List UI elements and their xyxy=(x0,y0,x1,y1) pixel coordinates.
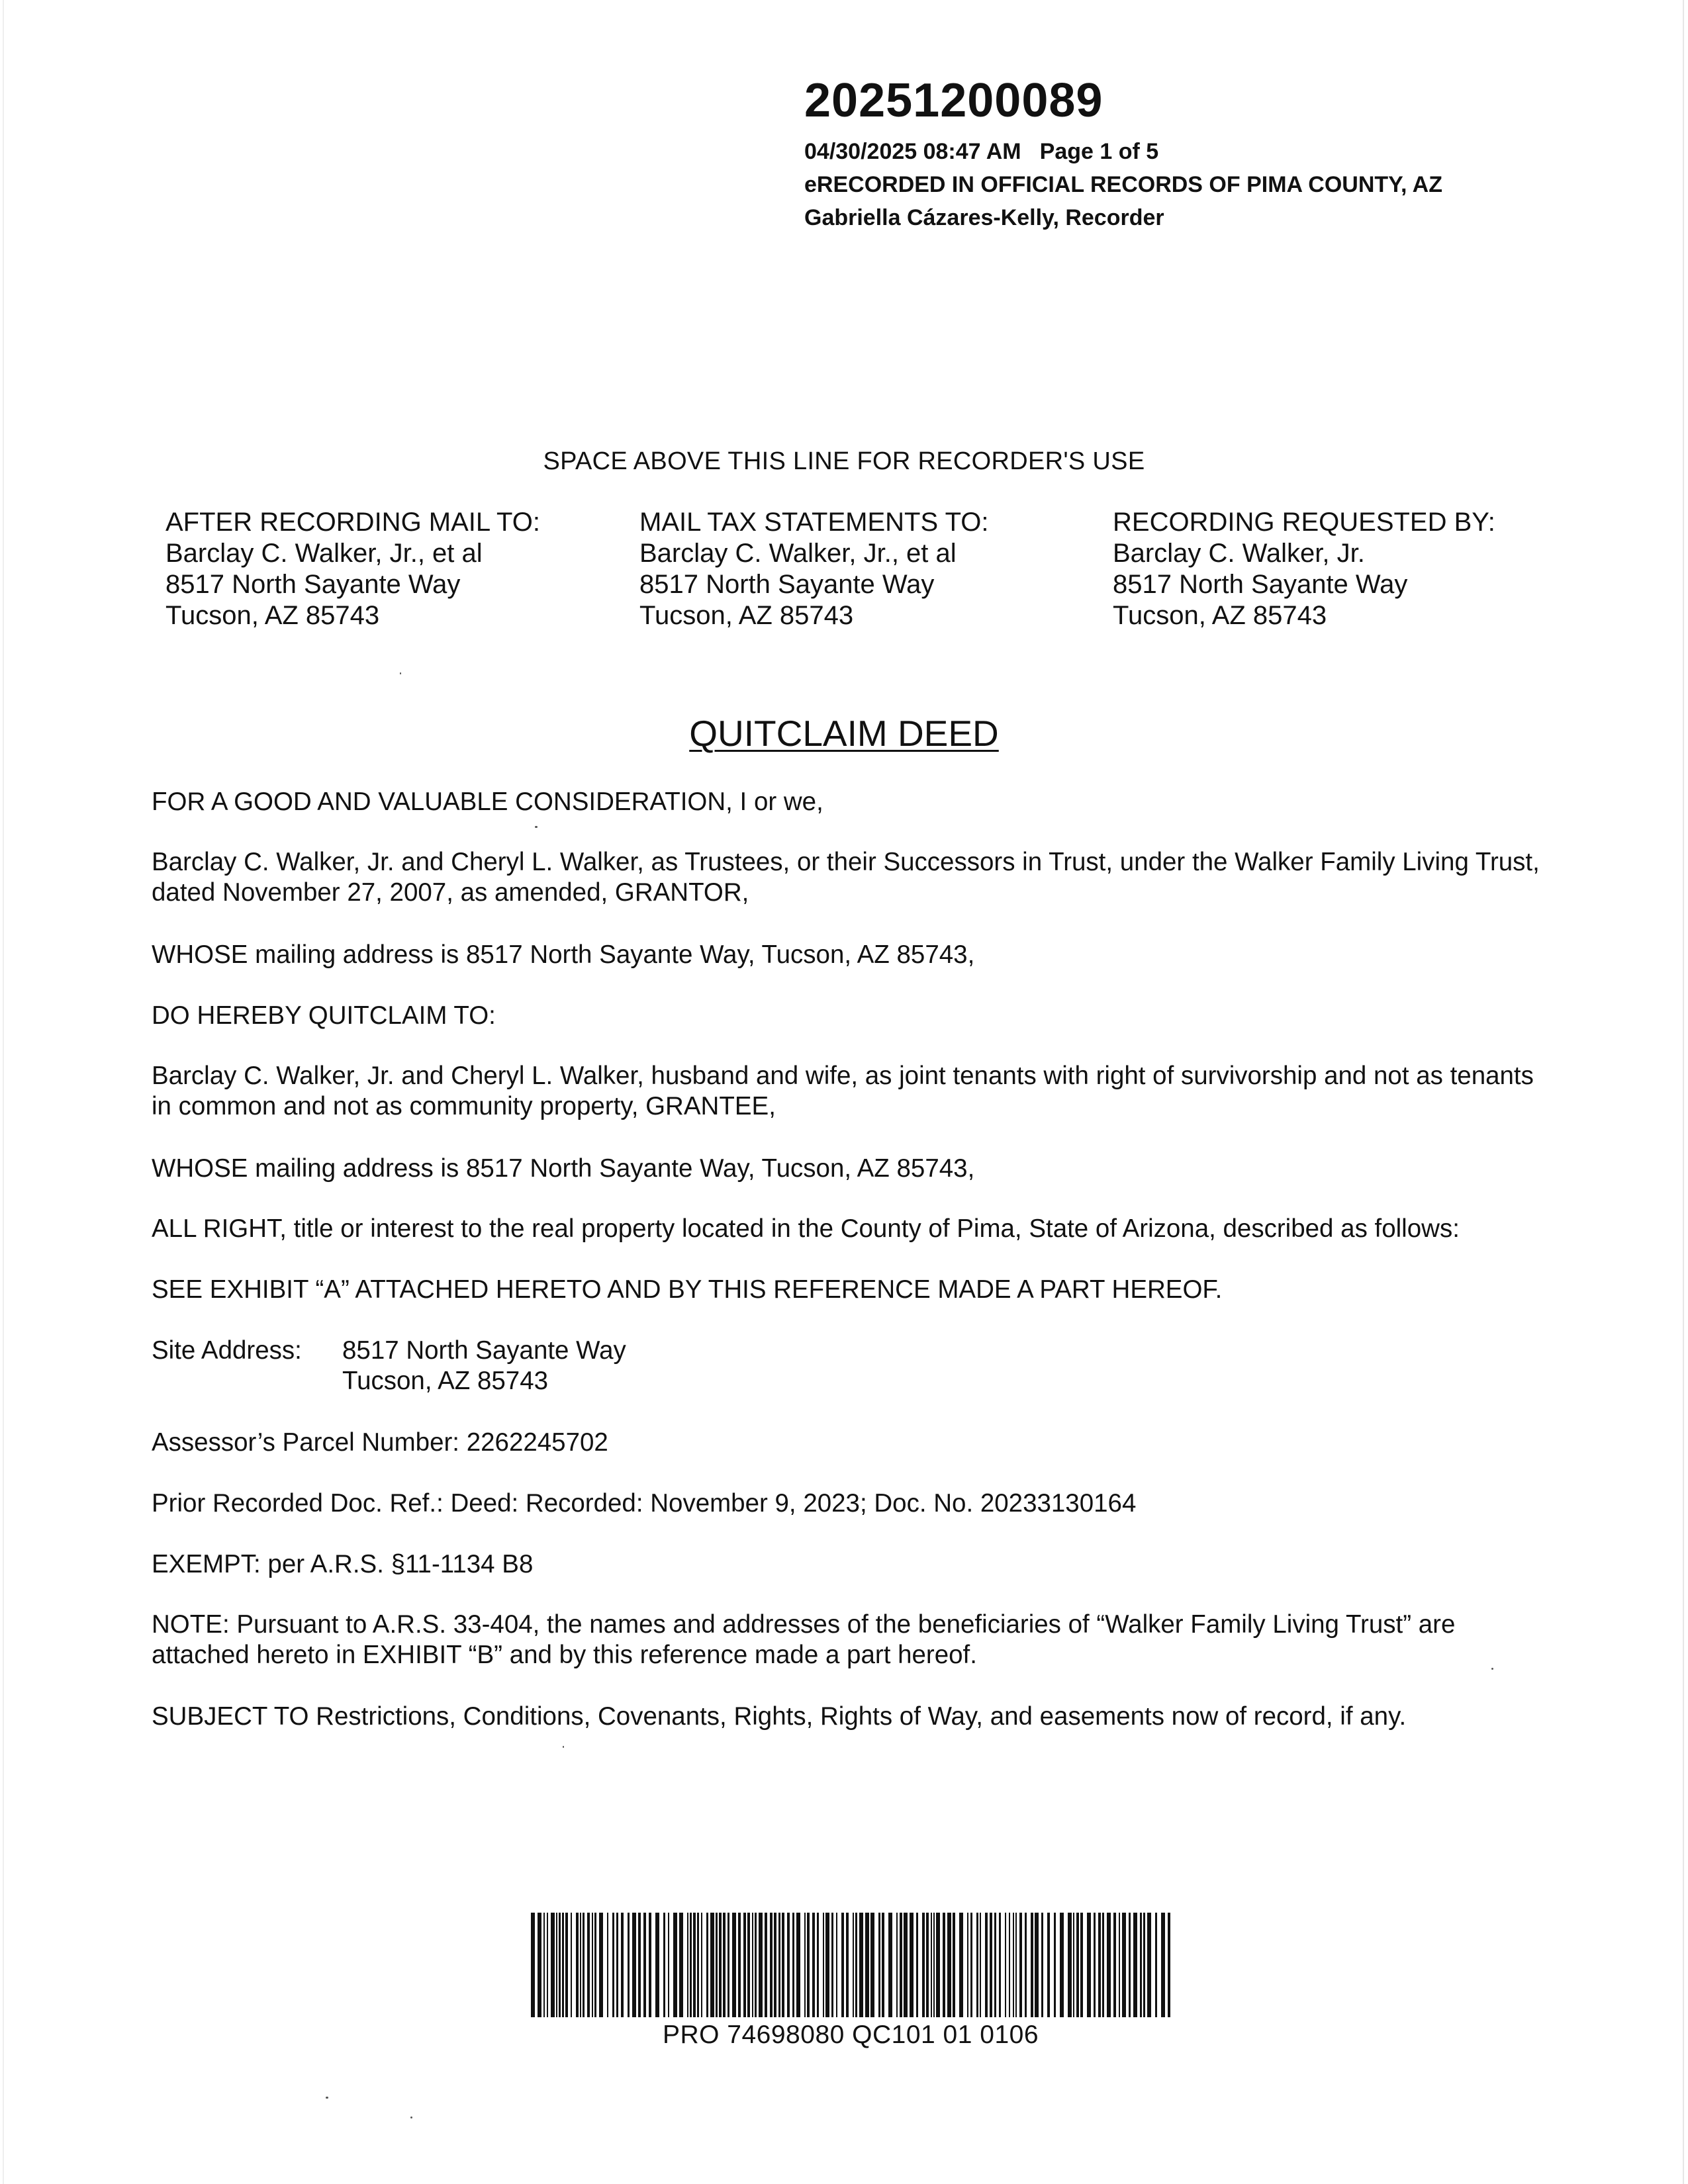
barcode-bar xyxy=(1119,1913,1120,2017)
barcode-bar xyxy=(571,1913,572,2017)
barcode-bar xyxy=(716,1913,718,2017)
barcode-bar xyxy=(882,1913,884,2017)
mail-tax-statements-to xyxy=(639,507,989,631)
barcode-bar xyxy=(723,1913,726,2017)
barcode-bar xyxy=(673,1913,677,2017)
address-heading: RECORDING REQUESTED BY: xyxy=(1113,508,1495,537)
scan-speck xyxy=(535,826,538,828)
barcode-bar xyxy=(643,1913,646,2017)
barcode-bar xyxy=(980,1913,981,2017)
address-name: Barclay C. Walker, Jr., et al xyxy=(165,539,483,568)
barcode-bar xyxy=(970,1913,972,2017)
address-city: Tucson, AZ 85743 xyxy=(639,601,854,630)
barcode-bar xyxy=(693,1913,696,2017)
barcode-bar xyxy=(1102,1913,1104,2017)
barcode-bar xyxy=(782,1913,784,2017)
prior-doc-paragraph: Prior Recorded Doc. Ref.: Deed: Recorded: November 9, 2023; Doc. No. 20233130164 xyxy=(152,1489,1137,1518)
barcode-bar xyxy=(878,1913,880,2017)
barcode-bar xyxy=(747,1913,750,2017)
recorder-stamp xyxy=(804,73,1566,234)
scan-speck xyxy=(326,2097,328,2099)
barcode-bar xyxy=(931,1913,932,2017)
barcode-bar xyxy=(632,1913,636,2017)
barcode-bar xyxy=(926,1913,929,2017)
barcode-bar xyxy=(1015,1913,1017,2017)
barcode-bar xyxy=(1113,1913,1116,2017)
barcode-bar xyxy=(719,1913,722,2017)
barcode-bar xyxy=(690,1913,692,2017)
barcode-bar xyxy=(679,1913,683,2017)
recorder-name: Gabriella Cázares-Kelly, Recorder xyxy=(804,205,1164,230)
document-number: 20251200089 xyxy=(804,74,1103,127)
barcode-bar xyxy=(538,1913,541,2017)
barcode-bar xyxy=(668,1913,669,2017)
barcode-bar xyxy=(638,1913,641,2017)
site-address-value xyxy=(342,1336,626,1396)
barcode-bar xyxy=(831,1913,833,2017)
scan-speck xyxy=(410,2116,412,2118)
scan-speck xyxy=(563,1746,564,1748)
address-name: Barclay C. Walker, Jr., et al xyxy=(639,539,957,568)
barcode-bar xyxy=(943,1913,945,2017)
barcode-bar xyxy=(888,1913,892,2017)
barcode-bar xyxy=(812,1913,815,2017)
address-street: 8517 North Sayante Way xyxy=(165,570,461,599)
quitclaim-to-paragraph: DO HEREBY QUITCLAIM TO: xyxy=(152,1001,496,1030)
site-street: 8517 North Sayante Way xyxy=(342,1336,626,1365)
barcode-bar xyxy=(870,1913,874,2017)
barcode-bar xyxy=(774,1913,776,2017)
scan-edge-left xyxy=(3,0,4,2184)
barcode-bar xyxy=(1076,1913,1079,2017)
barcode-bar xyxy=(787,1913,790,2017)
barcode-bar xyxy=(732,1913,736,2017)
barcode-bar xyxy=(967,1913,968,2017)
barcode-bar xyxy=(900,1913,902,2017)
barcode-bar xyxy=(599,1913,603,2017)
barcode-bar xyxy=(1129,1913,1131,2017)
barcode-bar xyxy=(649,1913,651,2017)
barcode-bar xyxy=(559,1913,561,2017)
barcode-bar xyxy=(804,1913,806,2017)
address-name: Barclay C. Walker, Jr. xyxy=(1113,539,1365,568)
barcode-bar xyxy=(792,1913,794,2017)
scan-speck xyxy=(1491,1668,1493,1670)
recording-requested-by xyxy=(1113,507,1495,631)
barcode-bar xyxy=(947,1913,951,2017)
after-recording-mail-to xyxy=(165,507,540,631)
barcode-bar xyxy=(1019,1913,1022,2017)
barcode-bar xyxy=(1054,1913,1056,2017)
barcode-bar xyxy=(985,1913,988,2017)
barcode-bar xyxy=(727,1913,729,2017)
barcode-bar xyxy=(738,1913,741,2017)
scan-speck xyxy=(400,672,401,674)
barcode-bar xyxy=(531,1913,535,2017)
space-above-label: SPACE ABOVE THIS LINE FOR RECORDER'S USE xyxy=(543,447,1145,475)
barcode-bar xyxy=(825,1913,829,2017)
barcode-bar xyxy=(1025,1913,1027,2017)
barcode-bar xyxy=(807,1913,810,2017)
barcode-bar xyxy=(706,1913,708,2017)
page-info: Page 1 of 5 xyxy=(1039,139,1159,164)
barcode-bar xyxy=(594,1913,596,2017)
barcode-bar xyxy=(547,1913,548,2017)
barcode-bar xyxy=(855,1913,857,2017)
note-paragraph: NOTE: Pursuant to A.R.S. 33-404, the names and addresses of the beneficiaries of “Walker Family Living Trust” are attached hereto in EXHIBIT “B” and by this reference made a part hereof. xyxy=(152,1610,1456,1669)
barcode-bar xyxy=(1073,1913,1074,2017)
barcode-bar xyxy=(817,1913,819,2017)
barcode-bar xyxy=(1013,1913,1014,2017)
address-street: 8517 North Sayante Way xyxy=(639,570,935,599)
barcode-bar xyxy=(1094,1913,1096,2017)
barcode-bar xyxy=(859,1913,863,2017)
barcode-bar xyxy=(755,1913,757,2017)
barcode-bar xyxy=(607,1913,608,2017)
barcode-bar xyxy=(953,1913,955,2017)
barcode-bar xyxy=(904,1913,908,2017)
barcode-bar xyxy=(621,1913,624,2017)
address-heading: AFTER RECORDING MAIL TO: xyxy=(165,508,540,537)
recording-datetime: 04/30/2025 08:47 AM xyxy=(804,139,1021,164)
site-city: Tucson, AZ 85743 xyxy=(342,1367,549,1395)
all-right-paragraph: ALL RIGHT, title or interest to the real property located in the County of Pima, State of Arizona, described as follows: xyxy=(152,1214,1460,1243)
barcode-bar xyxy=(846,1913,849,2017)
barcode-bar xyxy=(916,1913,918,2017)
barcode-bar xyxy=(687,1913,688,2017)
barcode-bar xyxy=(1140,1913,1142,2017)
barcode-bar xyxy=(1031,1913,1033,2017)
barcode-bar xyxy=(556,1913,557,2017)
barcode-bar xyxy=(1035,1913,1039,2017)
barcode-bar xyxy=(1041,1913,1043,2017)
barcode-bar xyxy=(1005,1913,1006,2017)
barcode-bar xyxy=(936,1913,940,2017)
barcode-bar xyxy=(612,1913,614,2017)
barcode-bar xyxy=(1060,1913,1064,2017)
barcode-bar xyxy=(752,1913,753,2017)
barcode-bar xyxy=(592,1913,593,2017)
grantor-paragraph: Barclay C. Walker, Jr. and Cheryl L. Walker, as Trustees, or their Successors in Trust, under the Walker Family Living Trust, dated November 27, 2007, as amended, GRANTOR, xyxy=(152,848,1540,907)
barcode-bar xyxy=(765,1913,767,2017)
address-street: 8517 North Sayante Way xyxy=(1113,570,1408,599)
barcode-bar xyxy=(990,1913,992,2017)
barcode-bar xyxy=(778,1913,780,2017)
barcode-bar xyxy=(1122,1913,1126,2017)
barcode-bar xyxy=(1009,1913,1010,2017)
barcode-bar xyxy=(1161,1913,1165,2017)
barcode-bar xyxy=(959,1913,963,2017)
barcode-bar xyxy=(583,1913,585,2017)
barcode-bar xyxy=(1107,1913,1111,2017)
barcode-bar xyxy=(1080,1913,1083,2017)
barcode-bar xyxy=(770,1913,773,2017)
barcode-bar xyxy=(910,1913,914,2017)
grantee-paragraph: Barclay C. Walker, Jr. and Cheryl L. Walker, husband and wife, as joint tenants with right of survivorship and not as tenants in common and not as community property, GRANTEE, xyxy=(152,1062,1534,1120)
barcode-bar xyxy=(1168,1913,1170,2017)
barcode-bar xyxy=(1068,1913,1072,2017)
barcode-image xyxy=(530,1913,1172,2017)
barcode-bar xyxy=(1087,1913,1091,2017)
barcode-bar xyxy=(551,1913,555,2017)
barcode-bar xyxy=(616,1913,618,2017)
barcode-bar xyxy=(976,1913,978,2017)
barcode-bar xyxy=(841,1913,844,2017)
barcode-block xyxy=(530,1913,1172,2050)
barcode-bar xyxy=(933,1913,935,2017)
barcode-bar xyxy=(655,1913,659,2017)
recording-datetime-line xyxy=(804,135,1566,168)
barcode-bar xyxy=(628,1913,630,2017)
barcode-bar xyxy=(543,1913,545,2017)
barcode-bar xyxy=(1147,1913,1151,2017)
scan-edge-right xyxy=(1683,0,1684,2184)
barcode-bar xyxy=(853,1913,854,2017)
barcode-bar xyxy=(999,1913,1001,2017)
barcode-bar xyxy=(587,1913,590,2017)
barcode-bar xyxy=(576,1913,579,2017)
barcode-bar xyxy=(994,1913,996,2017)
barcode-bar xyxy=(896,1913,898,2017)
grantor-address-paragraph: WHOSE mailing address is 8517 North Sayante Way, Tucson, AZ 85743, xyxy=(152,940,975,969)
exempt-paragraph: EXEMPT: per A.R.S. §11-1134 B8 xyxy=(152,1550,534,1578)
address-city: Tucson, AZ 85743 xyxy=(165,601,380,630)
barcode-bar xyxy=(710,1913,714,2017)
barcode-bar xyxy=(562,1913,564,2017)
barcode-bar xyxy=(796,1913,800,2017)
site-address-label: Site Address: xyxy=(152,1336,302,1365)
exhibit-a-paragraph: SEE EXHIBIT “A” ATTACHED HERETO AND BY THIS REFERENCE MADE A PART HEREOF. xyxy=(152,1275,1223,1304)
barcode-bar xyxy=(836,1913,837,2017)
barcode-bar xyxy=(565,1913,568,2017)
grantee-address-paragraph: WHOSE mailing address is 8517 North Sayante Way, Tucson, AZ 85743, xyxy=(152,1154,975,1183)
barcode-bar xyxy=(1098,1913,1101,2017)
consideration-paragraph: FOR A GOOD AND VALUABLE CONSIDERATION, I or we, xyxy=(152,788,823,816)
barcode-bar xyxy=(1133,1913,1137,2017)
barcode-bar xyxy=(759,1913,763,2017)
barcode-text: PRO 74698080 QC101 01 0106 xyxy=(662,2021,1039,2049)
recorded-line: eRECORDED IN OFFICIAL RECORDS OF PIMA COUNTY, AZ xyxy=(804,172,1443,197)
parcel-number-paragraph: Assessor’s Parcel Number: 2262245702 xyxy=(152,1428,608,1457)
barcode-bar xyxy=(580,1913,581,2017)
site-address-block xyxy=(152,1336,1548,1396)
document-title: QUITCLAIM DEED xyxy=(689,713,999,754)
barcode-bar xyxy=(1047,1913,1050,2017)
barcode-bar xyxy=(697,1913,699,2017)
barcode-bar xyxy=(663,1913,665,2017)
barcode-bar xyxy=(1155,1913,1157,2017)
barcode-bar xyxy=(865,1913,869,2017)
barcode-bar xyxy=(701,1913,702,2017)
barcode-bar xyxy=(1143,1913,1145,2017)
subject-to-paragraph: SUBJECT TO Restrictions, Conditions, Covenants, Rights, Rights of Way, and easements now of record, if any. xyxy=(152,1702,1407,1731)
address-heading: MAIL TAX STATEMENTS TO: xyxy=(639,508,989,537)
barcode-bar xyxy=(743,1913,746,2017)
barcode-bar xyxy=(922,1913,925,2017)
address-city: Tucson, AZ 85743 xyxy=(1113,601,1327,630)
barcode-bar xyxy=(823,1913,824,2017)
